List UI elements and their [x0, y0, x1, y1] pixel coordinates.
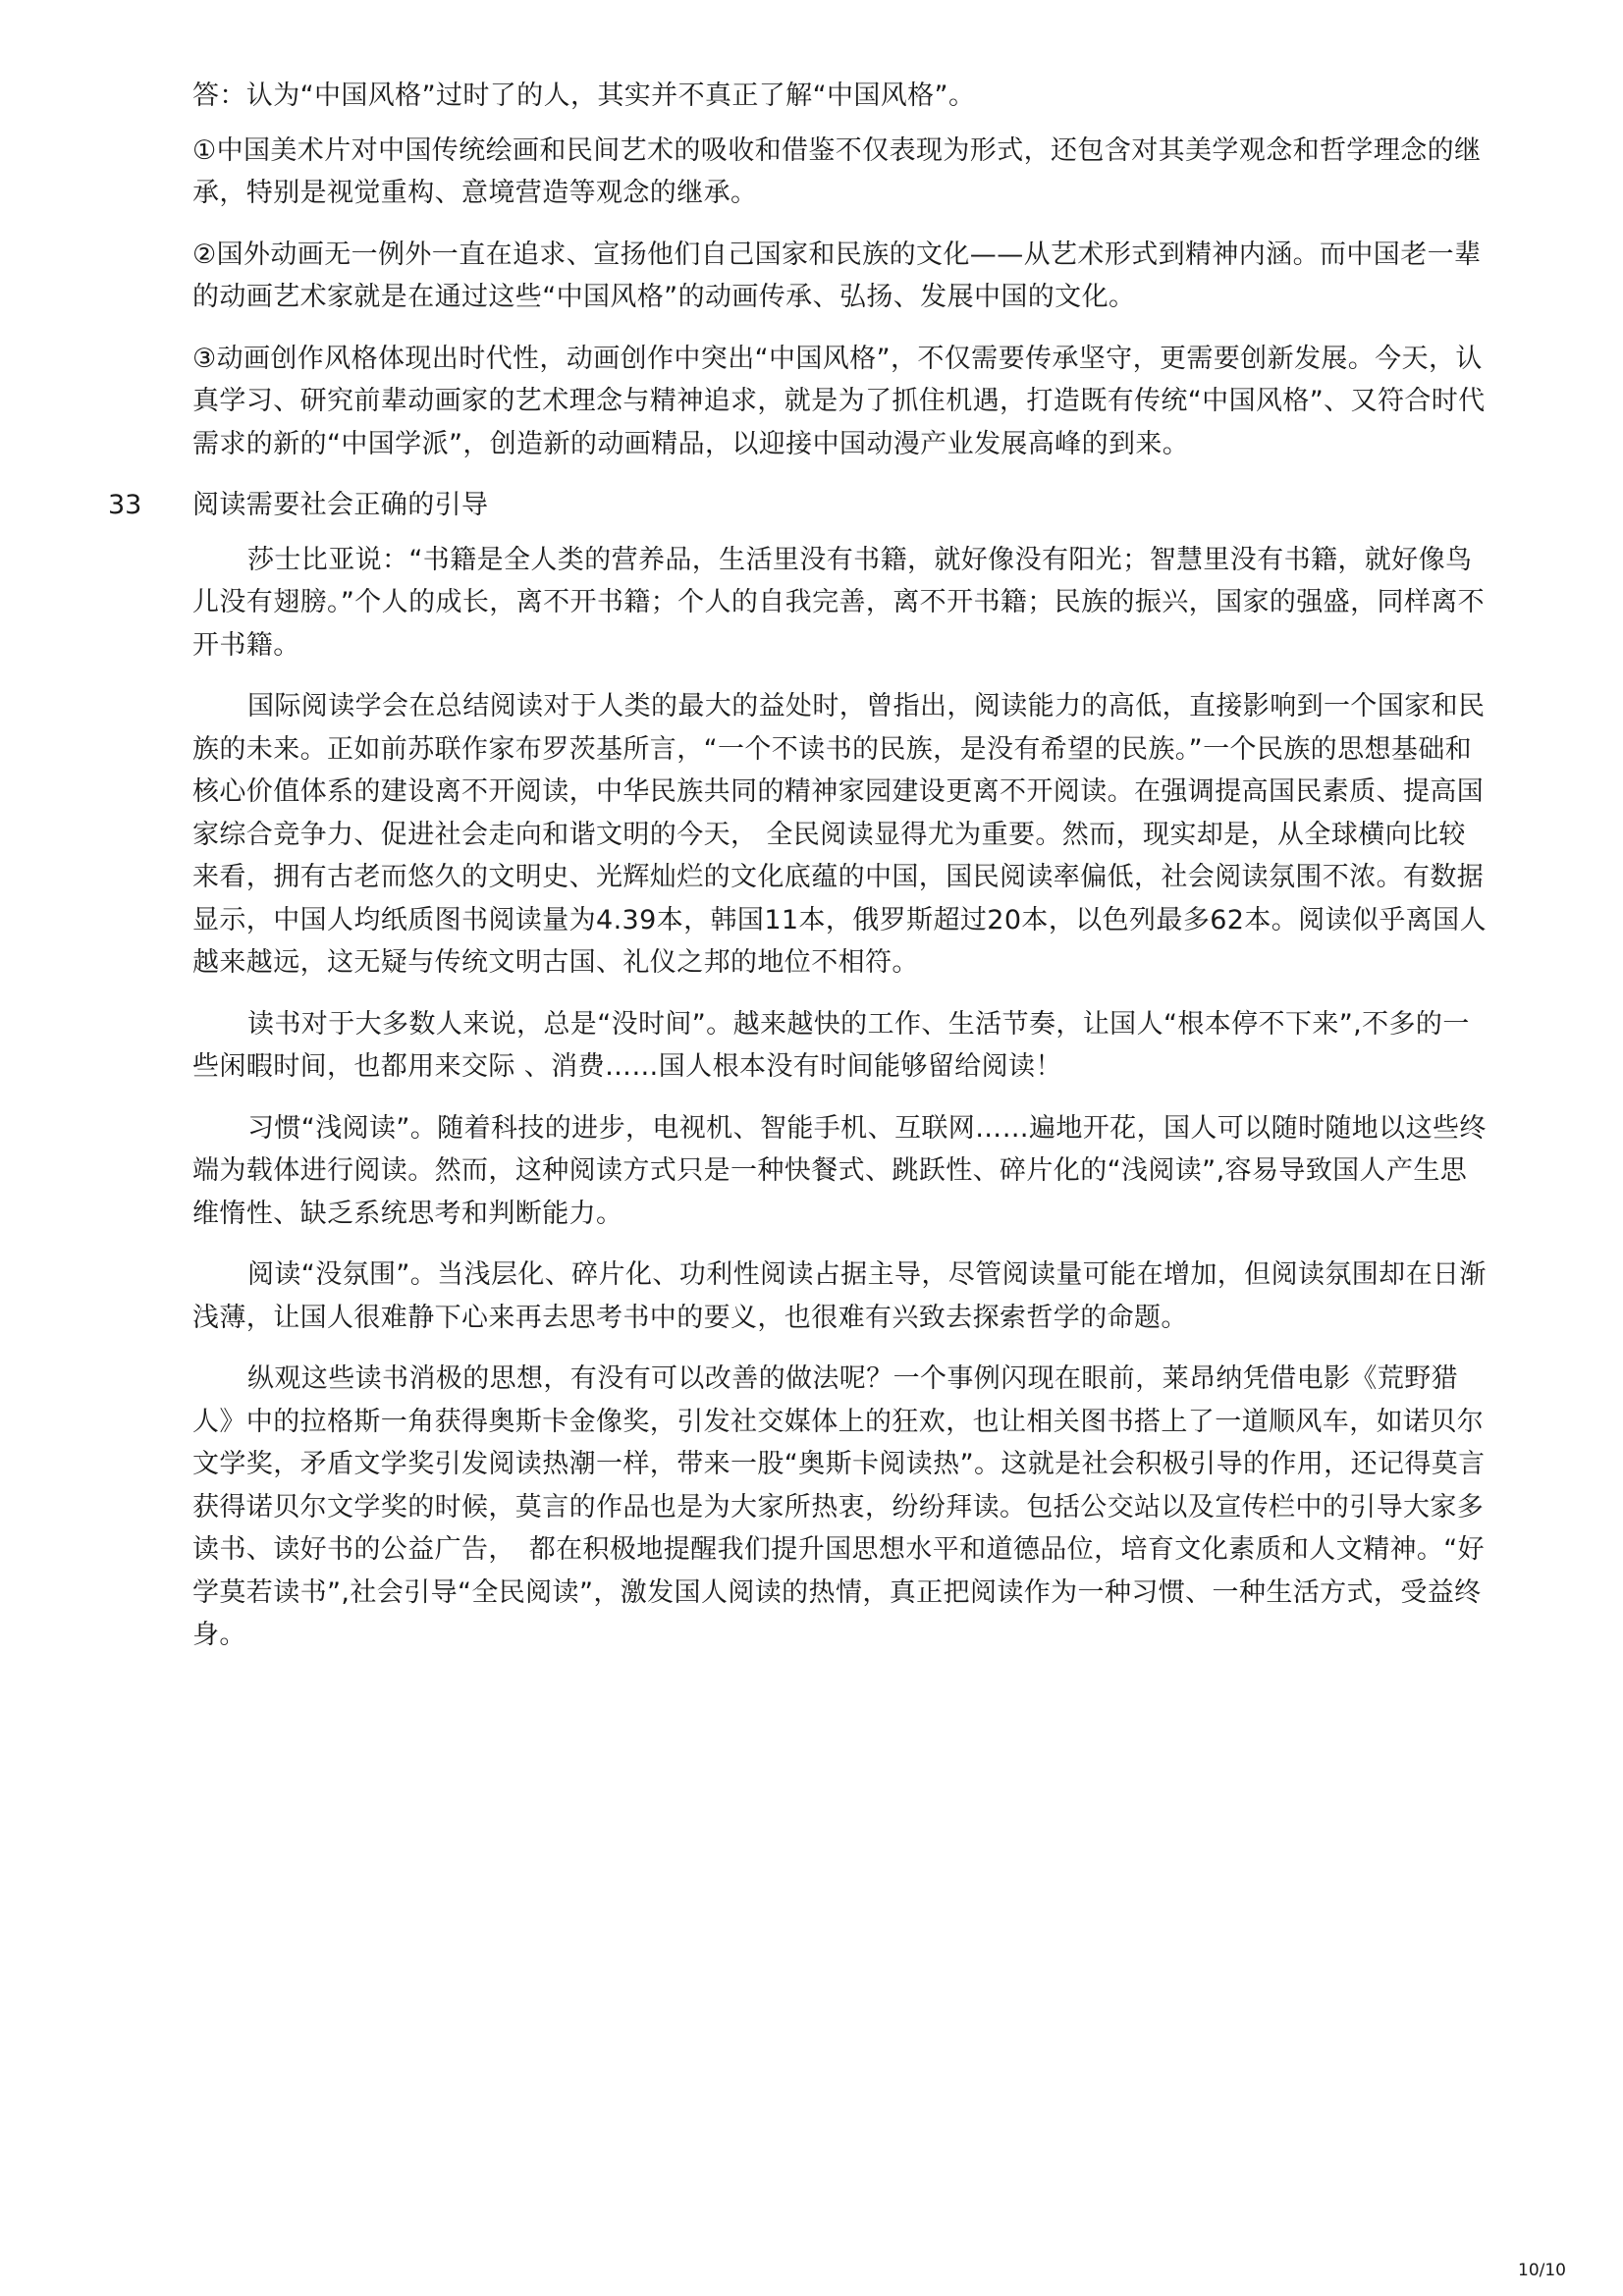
page-number: 10/10 — [1518, 2261, 1566, 2280]
page-content — [108, 75, 1488, 1676]
question-number: 33 — [108, 490, 142, 520]
essay-paragraph-2: 国际阅读学会在总结阅读对于人类的最大的益处时，曾指出，阅读能力的高低，直接影响到一个国家和民族的未来。正如前苏联作家布罗茨基所言，“一个不读书的民族，是没有希望的民族。”一个民族的思想基础和核心价值体系的建设离不开阅读，中华民族共同的精神家园建设更离不开阅读。在强调提高国民素质、提高国家综合竞争力、促进社会走向和谐文明的今天， 全民阅读显得尤为重要。然而，现实却是，从全球横向比较来看，拥有古老而悠久的文明史、光辉灿烂的文化底蕴的中国，国民阅读率偏低，社会阅读氛围不浓。有数据显示，中国人均纸质图书阅读量为4.39本，韩国11本，俄罗斯超过20本，以色列最多62本。阅读似乎离国人越来越远，这无疑与传统文明古国、礼仪之邦的地位不相符。 — [192, 691, 1487, 978]
answer-intro: 答：认为“中国风格”过时了的人，其实并不真正了解“中国风格”。 — [192, 80, 976, 111]
essay-paragraph-4: 习惯“浅阅读”。随着科技的进步，电视机、智能手机、互联网……遍地开花，国人可以随时随地以这些终端为载体进行阅读。然而，这种阅读方式只是一种快餐式、跳跃性、碎片化的“浅阅读”,容易导致国人产生思维惰性、缺乏系统思考和判断能力。 — [192, 1112, 1487, 1229]
question-heading — [108, 484, 1488, 527]
answer-point-2: ②国外动画无一例外一直在追求、宣扬他们自己国家和民族的文化——从艺术形式到精神内涵。而中国老一辈的动画艺术家就是在通过这些“中国风格”的动画传承、弘扬、发展中国的文化。 — [192, 239, 1482, 312]
essay-paragraph-1: 莎士比亚说：“书籍是全人类的营养品，生活里没有书籍，就好像没有阳光；智慧里没有书籍，就好像鸟儿没有翅膀。”个人的成长，离不开书籍；个人的自我完善，离不开书籍；民族的振兴，国家的强盛，同样离不开书籍。 — [192, 544, 1486, 661]
essay-paragraph-3: 读书对于大多数人来说，总是“没时间”。越来越快的工作、生活节奏，让国人“根本停不下来”,不多的一些闲暇时间，也都用来交际 、消费……国人根本没有时间能够留给阅读！ — [192, 1008, 1470, 1082]
essay-paragraph-5: 阅读“没氛围”。当浅层化、碎片化、功利性阅读占据主导，尽管阅读量可能在增加，但阅读氛围却在日渐浅薄，让国人很难静下心来再去思考书中的要义，也很难有兴致去探索哲学的命题。 — [192, 1259, 1487, 1333]
essay-paragraph-6: 纵观这些读书消极的思想，有没有可以改善的做法呢？一个事例闪现在眼前，莱昂纳凭借电影《荒野猎人》中的拉格斯一角获得奥斯卡金像奖，引发社交媒体上的狂欢，也让相关图书搭上了一道顺风车，如诺贝尔文学奖，矛盾文学奖引发阅读热潮一样，带来一股“奥斯卡阅读热”。这就是社会积极引导的作用，还记得莫言获得诺贝尔文学奖的时候，莫言的作品也是为大家所热衷，纷纷拜读。包括公交站以及宣传栏中的引导大家多读书、读好书的公益广告， 都在积极地提醒我们提升国思想水平和道德品位，培育文化素质和人文精神。“好学莫若读书”,社会引导“全民阅读”，激发国人阅读的热情，真正把阅读作为一种习惯、一种生活方式，受益终身。 — [192, 1363, 1486, 1650]
answer-point-3: ③动画创作风格体现出时代性，动画创作中突出“中国风格”，不仅需要传承坚守，更需要创新发展。今天，认真学习、研究前辈动画家的艺术理念与精神追求，就是为了抓住机遇，打造既有传统“中国风格”、又符合时代需求的新的“中国学派”，创造新的动画精品，以迎接中国动漫产业发展高峰的到来。 — [192, 343, 1486, 459]
question-title: 阅读需要社会正确的引导 — [192, 490, 489, 520]
answer-point-1: ①中国美术片对中国传统绘画和民间艺术的吸收和借鉴不仅表现为形式，还包含对其美学观念和哲学理念的继承，特别是视觉重构、意境营造等观念的继承。 — [192, 134, 1482, 208]
